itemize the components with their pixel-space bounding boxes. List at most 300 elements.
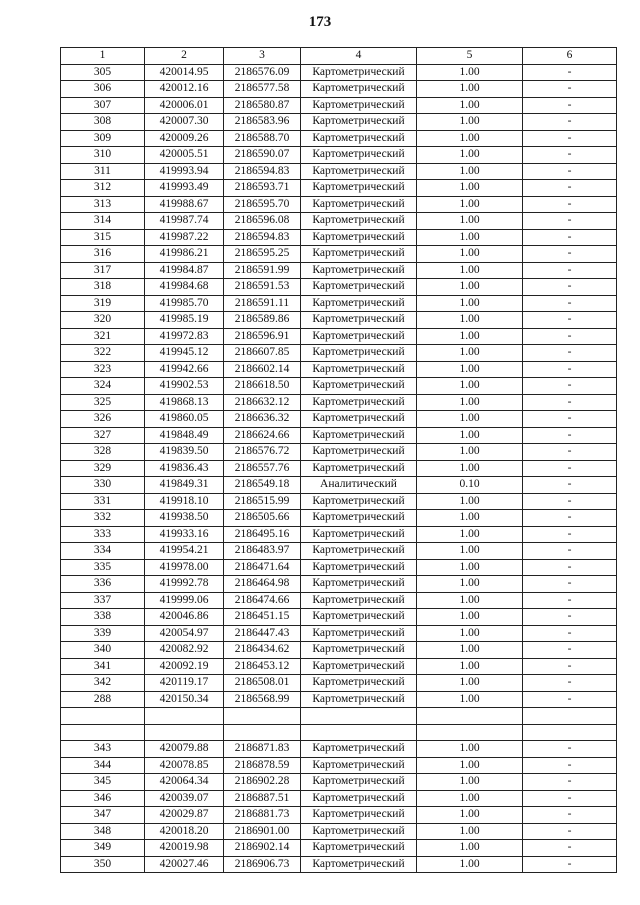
- table-body: [61, 64, 617, 873]
- cell-method: Картометрический: [301, 213, 417, 230]
- cell-note: -: [523, 114, 617, 131]
- cell-note: -: [523, 246, 617, 263]
- cell-method: Картометрический: [301, 559, 417, 576]
- cell-point-number: 321: [61, 328, 145, 345]
- cell-method: Картометрический: [301, 64, 417, 81]
- table-row: [61, 807, 617, 824]
- cell-point-number: 340: [61, 642, 145, 659]
- cell-accuracy: 1.00: [417, 840, 523, 857]
- cell-point-number: 347: [61, 807, 145, 824]
- cell-accuracy: 1.00: [417, 543, 523, 560]
- cell-point-number: 332: [61, 510, 145, 527]
- cell-y-coordinate: 2186881.73: [224, 807, 301, 824]
- cell-note: -: [523, 543, 617, 560]
- cell-x-coordinate: 419984.68: [145, 279, 224, 296]
- cell-y-coordinate: 2186596.08: [224, 213, 301, 230]
- cell-x-coordinate: 420029.87: [145, 807, 224, 824]
- cell-method: Картометрический: [301, 378, 417, 395]
- cell-accuracy: 1.00: [417, 609, 523, 626]
- cell-note: -: [523, 411, 617, 428]
- cell-accuracy: 1.00: [417, 312, 523, 329]
- cell-note: -: [523, 592, 617, 609]
- cell-point-number: 315: [61, 229, 145, 246]
- cell-x-coordinate: 419987.22: [145, 229, 224, 246]
- table-row: [61, 312, 617, 329]
- cell-accuracy: 1.00: [417, 361, 523, 378]
- cell-x-coordinate: 420119.17: [145, 675, 224, 692]
- cell-method: Картометрический: [301, 411, 417, 428]
- empty-cell: [61, 708, 145, 725]
- cell-method: Картометрический: [301, 790, 417, 807]
- cell-accuracy: 1.00: [417, 147, 523, 164]
- table-row: [61, 658, 617, 675]
- empty-cell: [301, 725, 417, 741]
- cell-method: Картометрический: [301, 609, 417, 626]
- cell-note: -: [523, 625, 617, 642]
- cell-y-coordinate: 2186453.12: [224, 658, 301, 675]
- cell-accuracy: 1.00: [417, 130, 523, 147]
- cell-y-coordinate: 2186495.16: [224, 526, 301, 543]
- cell-point-number: 346: [61, 790, 145, 807]
- cell-method: Картометрический: [301, 345, 417, 362]
- cell-point-number: 348: [61, 823, 145, 840]
- cell-x-coordinate: 419918.10: [145, 493, 224, 510]
- cell-point-number: 325: [61, 394, 145, 411]
- cell-note: -: [523, 361, 617, 378]
- table-row: [61, 526, 617, 543]
- cell-y-coordinate: 2186557.76: [224, 460, 301, 477]
- cell-accuracy: 1.00: [417, 642, 523, 659]
- table-row: [61, 262, 617, 279]
- cell-x-coordinate: 420054.97: [145, 625, 224, 642]
- cell-y-coordinate: 2186593.71: [224, 180, 301, 197]
- cell-method: Картометрический: [301, 444, 417, 461]
- column-header-3: 3: [224, 48, 301, 65]
- empty-cell: [145, 725, 224, 741]
- cell-method: Картометрический: [301, 229, 417, 246]
- cell-y-coordinate: 2186636.32: [224, 411, 301, 428]
- cell-accuracy: 1.00: [417, 444, 523, 461]
- cell-y-coordinate: 2186483.97: [224, 543, 301, 560]
- table-row: [61, 246, 617, 263]
- cell-y-coordinate: 2186580.87: [224, 97, 301, 114]
- cell-y-coordinate: 2186588.70: [224, 130, 301, 147]
- table-row: [61, 609, 617, 626]
- cell-y-coordinate: 2186901.00: [224, 823, 301, 840]
- cell-y-coordinate: 2186594.83: [224, 229, 301, 246]
- cell-accuracy: 1.00: [417, 691, 523, 708]
- cell-accuracy: 1.00: [417, 658, 523, 675]
- cell-method: Картометрический: [301, 592, 417, 609]
- cell-y-coordinate: 2186549.18: [224, 477, 301, 494]
- cell-method: Картометрический: [301, 840, 417, 857]
- cell-note: -: [523, 609, 617, 626]
- cell-y-coordinate: 2186902.28: [224, 774, 301, 791]
- cell-accuracy: 1.00: [417, 295, 523, 312]
- cell-x-coordinate: 419978.00: [145, 559, 224, 576]
- cell-point-number: 344: [61, 757, 145, 774]
- empty-cell: [145, 708, 224, 725]
- cell-point-number: 314: [61, 213, 145, 230]
- cell-accuracy: 1.00: [417, 460, 523, 477]
- cell-accuracy: 1.00: [417, 262, 523, 279]
- cell-note: -: [523, 642, 617, 659]
- table-row: [61, 444, 617, 461]
- cell-accuracy: 1.00: [417, 229, 523, 246]
- cell-accuracy: 1.00: [417, 328, 523, 345]
- cell-point-number: 308: [61, 114, 145, 131]
- cell-x-coordinate: 419839.50: [145, 444, 224, 461]
- cell-method: Картометрический: [301, 180, 417, 197]
- cell-note: -: [523, 856, 617, 873]
- cell-note: -: [523, 97, 617, 114]
- cell-note: -: [523, 394, 617, 411]
- cell-note: -: [523, 790, 617, 807]
- cell-note: -: [523, 658, 617, 675]
- cell-point-number: 337: [61, 592, 145, 609]
- cell-method: Картометрический: [301, 510, 417, 527]
- table-row: [61, 675, 617, 692]
- cell-x-coordinate: 420018.20: [145, 823, 224, 840]
- table-row: [61, 295, 617, 312]
- cell-x-coordinate: 420064.34: [145, 774, 224, 791]
- cell-method: Картометрический: [301, 691, 417, 708]
- table-row: [61, 856, 617, 873]
- cell-x-coordinate: 419999.06: [145, 592, 224, 609]
- cell-point-number: 288: [61, 691, 145, 708]
- empty-cell: [224, 725, 301, 741]
- table-row: [61, 114, 617, 131]
- cell-method: Картометрический: [301, 658, 417, 675]
- cell-note: -: [523, 130, 617, 147]
- cell-point-number: 309: [61, 130, 145, 147]
- cell-method: Картометрический: [301, 312, 417, 329]
- cell-accuracy: 1.00: [417, 493, 523, 510]
- cell-accuracy: 1.00: [417, 592, 523, 609]
- cell-x-coordinate: 420006.01: [145, 97, 224, 114]
- cell-note: -: [523, 147, 617, 164]
- table-row: [61, 757, 617, 774]
- cell-point-number: 338: [61, 609, 145, 626]
- cell-method: Картометрический: [301, 81, 417, 98]
- empty-cell: [224, 708, 301, 725]
- cell-accuracy: 1.00: [417, 427, 523, 444]
- cell-x-coordinate: 420027.46: [145, 856, 224, 873]
- table-row: [61, 196, 617, 213]
- cell-accuracy: 0.10: [417, 477, 523, 494]
- table-row: [61, 493, 617, 510]
- table-row: [61, 163, 617, 180]
- column-header-1: 1: [61, 48, 145, 65]
- cell-point-number: 316: [61, 246, 145, 263]
- table-row: [61, 823, 617, 840]
- table-row: [61, 378, 617, 395]
- table-row: [61, 411, 617, 428]
- cell-method: Картометрический: [301, 295, 417, 312]
- cell-y-coordinate: 2186447.43: [224, 625, 301, 642]
- table-row: [61, 774, 617, 791]
- table-header-row: [61, 48, 617, 65]
- cell-method: Картометрический: [301, 642, 417, 659]
- cell-x-coordinate: 419868.13: [145, 394, 224, 411]
- table-row: [61, 394, 617, 411]
- empty-cell: [301, 708, 417, 725]
- cell-y-coordinate: 2186871.83: [224, 741, 301, 758]
- column-header-6: 6: [523, 48, 617, 65]
- cell-point-number: 311: [61, 163, 145, 180]
- cell-note: -: [523, 741, 617, 758]
- cell-accuracy: 1.00: [417, 114, 523, 131]
- cell-x-coordinate: 419942.66: [145, 361, 224, 378]
- cell-x-coordinate: 420092.19: [145, 658, 224, 675]
- cell-method: Картометрический: [301, 675, 417, 692]
- cell-x-coordinate: 419938.50: [145, 510, 224, 527]
- cell-point-number: 313: [61, 196, 145, 213]
- cell-note: -: [523, 64, 617, 81]
- cell-note: -: [523, 840, 617, 857]
- cell-method: Картометрический: [301, 823, 417, 840]
- cell-accuracy: 1.00: [417, 823, 523, 840]
- empty-cell: [523, 725, 617, 741]
- cell-x-coordinate: 420046.86: [145, 609, 224, 626]
- table-row: [61, 130, 617, 147]
- cell-note: -: [523, 81, 617, 98]
- table-row: [61, 328, 617, 345]
- cell-y-coordinate: 2186576.72: [224, 444, 301, 461]
- cell-x-coordinate: 420007.30: [145, 114, 224, 131]
- cell-method: Картометрический: [301, 196, 417, 213]
- cell-method: Картометрический: [301, 97, 417, 114]
- cell-method: Картометрический: [301, 147, 417, 164]
- cell-note: -: [523, 378, 617, 395]
- cell-x-coordinate: 420082.92: [145, 642, 224, 659]
- cell-x-coordinate: 420005.51: [145, 147, 224, 164]
- cell-accuracy: 1.00: [417, 97, 523, 114]
- cell-note: -: [523, 477, 617, 494]
- cell-x-coordinate: 420014.95: [145, 64, 224, 81]
- cell-accuracy: 1.00: [417, 81, 523, 98]
- cell-x-coordinate: 419985.70: [145, 295, 224, 312]
- table-row: [61, 64, 617, 81]
- cell-point-number: 323: [61, 361, 145, 378]
- cell-accuracy: 1.00: [417, 790, 523, 807]
- cell-accuracy: 1.00: [417, 246, 523, 263]
- cell-point-number: 334: [61, 543, 145, 560]
- cell-y-coordinate: 2186902.14: [224, 840, 301, 857]
- cell-accuracy: 1.00: [417, 675, 523, 692]
- cell-point-number: 341: [61, 658, 145, 675]
- cell-accuracy: 1.00: [417, 576, 523, 593]
- cell-note: -: [523, 312, 617, 329]
- cell-point-number: 306: [61, 81, 145, 98]
- cell-method: Картометрический: [301, 114, 417, 131]
- cell-note: -: [523, 576, 617, 593]
- table-row: [61, 279, 617, 296]
- cell-note: -: [523, 691, 617, 708]
- cell-y-coordinate: 2186595.25: [224, 246, 301, 263]
- cell-note: -: [523, 279, 617, 296]
- cell-note: -: [523, 675, 617, 692]
- cell-note: -: [523, 180, 617, 197]
- cell-method: Картометрический: [301, 543, 417, 560]
- coordinates-table: [60, 47, 617, 873]
- cell-method: Картометрический: [301, 493, 417, 510]
- cell-point-number: 342: [61, 675, 145, 692]
- cell-accuracy: 1.00: [417, 345, 523, 362]
- cell-accuracy: 1.00: [417, 807, 523, 824]
- cell-point-number: 345: [61, 774, 145, 791]
- cell-accuracy: 1.00: [417, 625, 523, 642]
- table-row: [61, 477, 617, 494]
- cell-method: Картометрический: [301, 741, 417, 758]
- cell-point-number: 324: [61, 378, 145, 395]
- cell-y-coordinate: 2186583.96: [224, 114, 301, 131]
- cell-note: -: [523, 774, 617, 791]
- cell-x-coordinate: 419849.31: [145, 477, 224, 494]
- empty-cell: [417, 708, 523, 725]
- cell-accuracy: 1.00: [417, 163, 523, 180]
- column-header-4: 4: [301, 48, 417, 65]
- cell-method: Картометрический: [301, 774, 417, 791]
- column-header-2: 2: [145, 48, 224, 65]
- cell-y-coordinate: 2186434.62: [224, 642, 301, 659]
- cell-point-number: 328: [61, 444, 145, 461]
- cell-note: -: [523, 823, 617, 840]
- cell-y-coordinate: 2186632.12: [224, 394, 301, 411]
- cell-method: Картометрический: [301, 328, 417, 345]
- empty-cell: [523, 708, 617, 725]
- cell-x-coordinate: 420078.85: [145, 757, 224, 774]
- table-row: [61, 559, 617, 576]
- cell-point-number: 317: [61, 262, 145, 279]
- cell-y-coordinate: 2186508.01: [224, 675, 301, 692]
- cell-method: Аналитический: [301, 477, 417, 494]
- table-row: [61, 180, 617, 197]
- cell-note: -: [523, 559, 617, 576]
- cell-point-number: 333: [61, 526, 145, 543]
- cell-method: Картометрический: [301, 262, 417, 279]
- cell-x-coordinate: 419860.05: [145, 411, 224, 428]
- cell-y-coordinate: 2186607.85: [224, 345, 301, 362]
- cell-note: -: [523, 757, 617, 774]
- cell-note: -: [523, 427, 617, 444]
- cell-x-coordinate: 419984.87: [145, 262, 224, 279]
- cell-point-number: 336: [61, 576, 145, 593]
- cell-note: -: [523, 444, 617, 461]
- cell-method: Картометрический: [301, 427, 417, 444]
- empty-separator-row: [61, 708, 617, 725]
- cell-x-coordinate: 419988.67: [145, 196, 224, 213]
- cell-x-coordinate: 419972.83: [145, 328, 224, 345]
- table-row: [61, 213, 617, 230]
- cell-method: Картометрический: [301, 361, 417, 378]
- cell-accuracy: 1.00: [417, 510, 523, 527]
- cell-y-coordinate: 2186471.64: [224, 559, 301, 576]
- cell-x-coordinate: 420039.07: [145, 790, 224, 807]
- empty-separator-row: [61, 725, 617, 741]
- cell-method: Картометрический: [301, 807, 417, 824]
- cell-y-coordinate: 2186464.98: [224, 576, 301, 593]
- table-row: [61, 790, 617, 807]
- table-row: [61, 840, 617, 857]
- cell-y-coordinate: 2186618.50: [224, 378, 301, 395]
- cell-note: -: [523, 229, 617, 246]
- cell-y-coordinate: 2186878.59: [224, 757, 301, 774]
- column-header-5: 5: [417, 48, 523, 65]
- table-row: [61, 642, 617, 659]
- cell-note: -: [523, 345, 617, 362]
- cell-note: -: [523, 163, 617, 180]
- cell-y-coordinate: 2186451.15: [224, 609, 301, 626]
- cell-method: Картометрический: [301, 246, 417, 263]
- cell-point-number: 327: [61, 427, 145, 444]
- table-row: [61, 427, 617, 444]
- cell-y-coordinate: 2186594.83: [224, 163, 301, 180]
- cell-accuracy: 1.00: [417, 774, 523, 791]
- cell-note: -: [523, 526, 617, 543]
- cell-y-coordinate: 2186589.86: [224, 312, 301, 329]
- cell-point-number: 319: [61, 295, 145, 312]
- cell-y-coordinate: 2186595.70: [224, 196, 301, 213]
- cell-method: Картометрический: [301, 856, 417, 873]
- cell-point-number: 350: [61, 856, 145, 873]
- cell-x-coordinate: 420012.16: [145, 81, 224, 98]
- cell-accuracy: 1.00: [417, 526, 523, 543]
- cell-point-number: 330: [61, 477, 145, 494]
- cell-point-number: 312: [61, 180, 145, 197]
- cell-y-coordinate: 2186505.66: [224, 510, 301, 527]
- cell-accuracy: 1.00: [417, 757, 523, 774]
- cell-note: -: [523, 328, 617, 345]
- cell-x-coordinate: 419933.16: [145, 526, 224, 543]
- cell-point-number: 326: [61, 411, 145, 428]
- cell-x-coordinate: 419848.49: [145, 427, 224, 444]
- cell-x-coordinate: 419993.94: [145, 163, 224, 180]
- cell-y-coordinate: 2186474.66: [224, 592, 301, 609]
- cell-y-coordinate: 2186515.99: [224, 493, 301, 510]
- cell-x-coordinate: 419992.78: [145, 576, 224, 593]
- cell-x-coordinate: 419986.21: [145, 246, 224, 263]
- cell-accuracy: 1.00: [417, 394, 523, 411]
- cell-x-coordinate: 420150.34: [145, 691, 224, 708]
- cell-accuracy: 1.00: [417, 741, 523, 758]
- cell-method: Картометрический: [301, 460, 417, 477]
- cell-note: -: [523, 295, 617, 312]
- cell-x-coordinate: 419836.43: [145, 460, 224, 477]
- cell-note: -: [523, 213, 617, 230]
- empty-cell: [417, 725, 523, 741]
- cell-point-number: 322: [61, 345, 145, 362]
- cell-accuracy: 1.00: [417, 279, 523, 296]
- table-row: [61, 625, 617, 642]
- cell-point-number: 331: [61, 493, 145, 510]
- cell-x-coordinate: 419993.49: [145, 180, 224, 197]
- cell-x-coordinate: 420009.26: [145, 130, 224, 147]
- cell-accuracy: 1.00: [417, 213, 523, 230]
- cell-y-coordinate: 2186576.09: [224, 64, 301, 81]
- cell-point-number: 329: [61, 460, 145, 477]
- table-row: [61, 510, 617, 527]
- cell-y-coordinate: 2186591.99: [224, 262, 301, 279]
- cell-y-coordinate: 2186577.58: [224, 81, 301, 98]
- cell-point-number: 343: [61, 741, 145, 758]
- table-row: [61, 361, 617, 378]
- cell-point-number: 310: [61, 147, 145, 164]
- cell-method: Картометрический: [301, 625, 417, 642]
- cell-point-number: 335: [61, 559, 145, 576]
- cell-y-coordinate: 2186591.11: [224, 295, 301, 312]
- cell-point-number: 349: [61, 840, 145, 857]
